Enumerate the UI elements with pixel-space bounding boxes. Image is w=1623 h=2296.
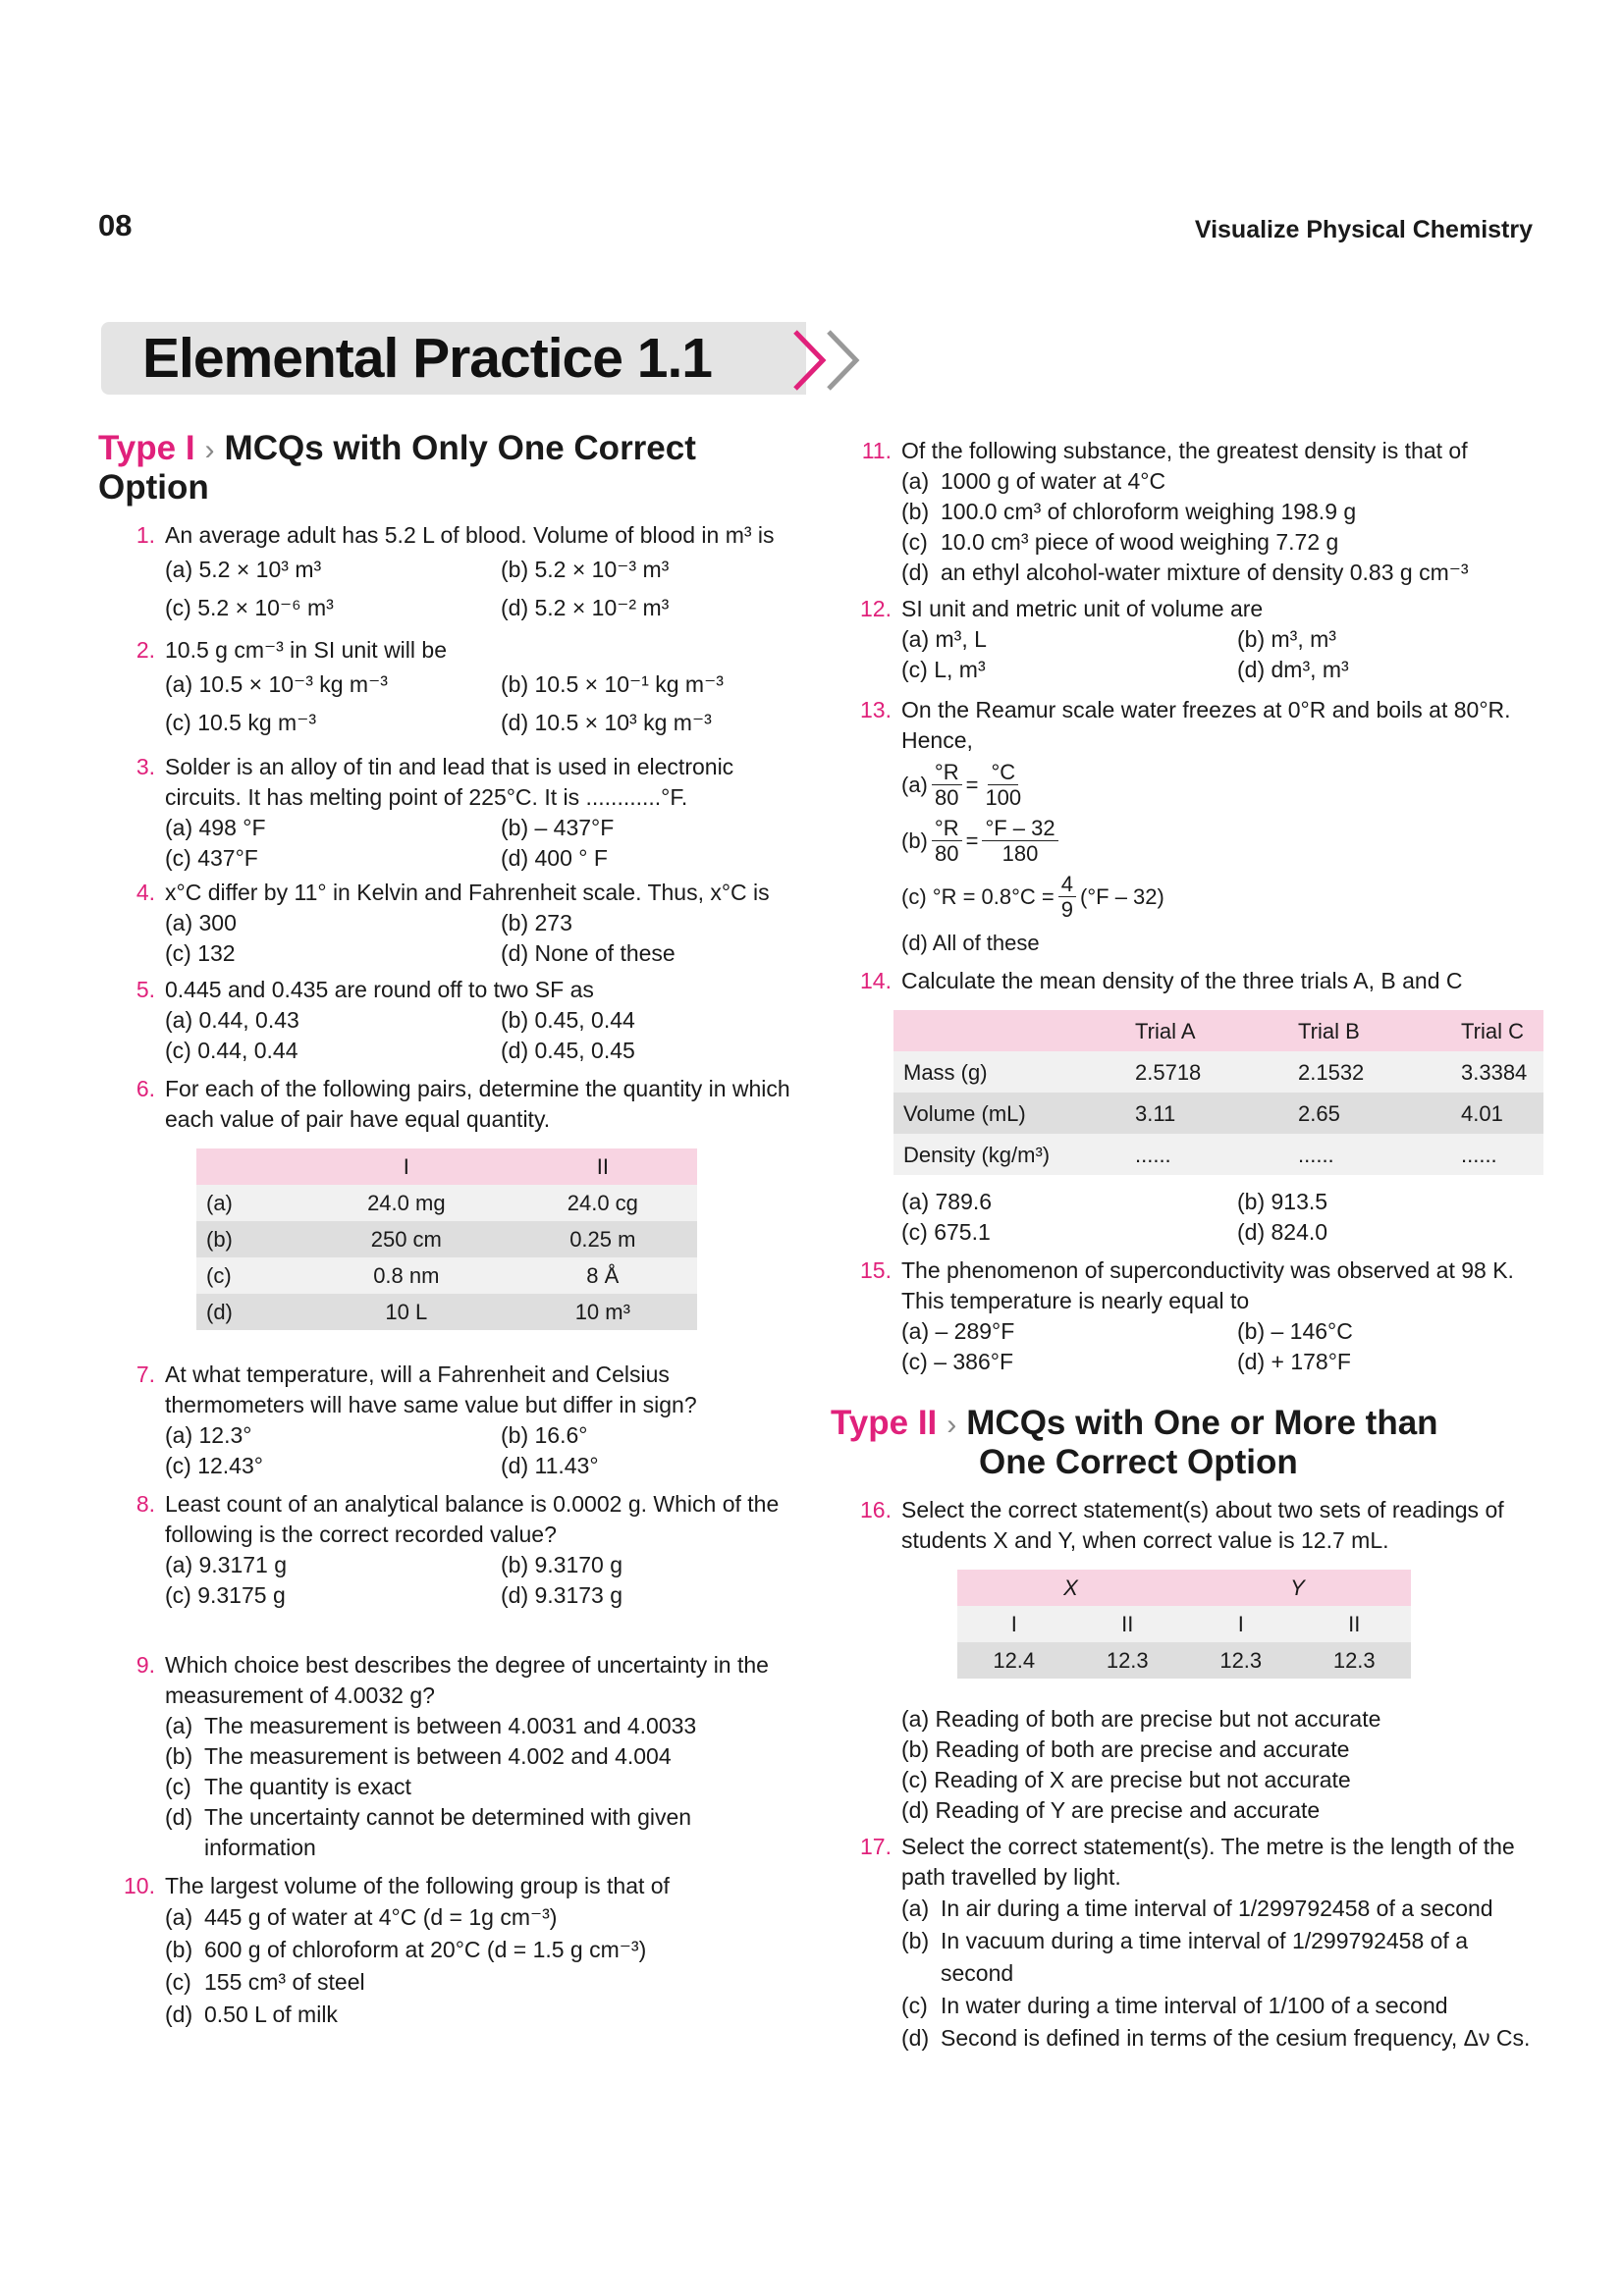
right-column [831,436,1542,2055]
option-label: (d) [165,1804,193,1830]
option-d [901,558,1542,588]
option-text: (°F – 32) [1080,884,1164,909]
table-row [893,1093,1543,1134]
option-text: The measurement is between 4.0031 and 4.0033 [204,1713,697,1738]
table-cell: I [957,1606,1071,1642]
question-number: 9. [135,1652,155,1678]
question-number: 14. [860,968,892,993]
question-text: For each of the following pairs, determine the quantity in which each value of pair have equal quantity. [165,1076,790,1132]
fraction [932,760,962,810]
denominator: 180 [1001,841,1039,866]
option-d [165,1999,805,2031]
option-a: (a) 5.2 × 10³ m³ [165,557,322,582]
question-text: Which choice best describes the degree of uncertainty in the measurement of 4.0032 g? [165,1652,769,1708]
question-14 [835,966,1542,1248]
option-b: (b) – 146°C [1237,1318,1353,1344]
option-b [901,497,1542,527]
table-cell: 2.5718 [1125,1051,1288,1093]
table-cell: (c) [196,1257,304,1294]
table-cell: 2.1532 [1288,1051,1451,1093]
table-cell: 10 L [304,1294,509,1330]
denominator: 80 [934,785,959,810]
question-text: At what temperature, will a Fahrenheit and Celsius thermometers will have same value but differ in sign? [165,1362,697,1417]
table-header: X [957,1570,1184,1606]
option-b: (b) 273 [501,910,572,935]
option-b: (b) 16.6° [501,1422,588,1448]
table-row [957,1570,1411,1606]
question-text: The phenomenon of superconductivity was observed at 98 K. This temperature is nearly equal to [901,1257,1514,1313]
question-text: Least count of an analytical balance is 0.0002 g. Which of the following is the correct recorded value? [165,1491,780,1547]
option-d: (d) 824.0 [1237,1219,1328,1245]
table-cell: 24.0 cg [509,1185,697,1221]
option-c [901,1990,1542,2022]
table-cell: ...... [1125,1134,1288,1175]
question-number: 8. [135,1491,155,1517]
numerator: °C [988,760,1018,785]
question-2 [98,635,805,742]
table-header [196,1148,304,1185]
option-d [165,1802,805,1863]
option-text: In vacuum during a time interval of 1/299792458 of a second [941,1928,1469,1986]
table-row [196,1294,697,1330]
option-text: 100.0 cm³ of chloroform weighing 198.9 g [941,499,1357,524]
numerator: °F – 32 [982,816,1057,841]
option-text: Second is defined in terms of the cesium frequency, Δν Cs. [941,2025,1531,2051]
table-header: Y [1184,1570,1411,1606]
question-number: 6. [135,1076,155,1101]
question-text: x°C differ by 11° in Kelvin and Fahrenheit scale. Thus, x°C is [165,880,770,905]
option-d: (d) 5.2 × 10⁻² m³ [501,595,670,620]
table-header: Trial C [1451,1010,1543,1051]
option-label: (d) [901,560,930,585]
option-a: (a) Reading of both are precise but not accurate [901,1706,1381,1732]
option-text: an ethyl alcohol-water mixture of density 0.83 g cm⁻³ [941,560,1469,585]
question-text: The largest volume of the following group is that of [165,1873,670,1898]
option-a: (a) 10.5 × 10⁻³ kg m⁻³ [165,671,388,697]
option-c: (c) 12.43° [165,1453,263,1478]
option-d: (d) All of these [901,931,1040,955]
table-cell: ...... [1288,1134,1451,1175]
option-a [901,1893,1542,1925]
table-cell: (d) [196,1294,304,1330]
option-b: (b) 5.2 × 10⁻³ m³ [501,557,670,582]
table-cell: 8 Å [509,1257,697,1294]
option-label: (b) [901,828,928,853]
question-number: 1. [135,522,155,548]
question-3 [98,752,805,874]
question-text: SI unit and metric unit of volume are [901,596,1264,621]
table-cell: 0.25 m [509,1221,697,1257]
double-chevron-icon [785,324,874,397]
question-text: Of the following substance, the greatest density is that of [901,438,1468,463]
option-a [165,1711,805,1741]
option-text: In air during a time interval of 1/299792458 of a second [941,1896,1493,1921]
option-c: (c) 10.5 kg m⁻³ [165,710,317,735]
option-text: In water during a time interval of 1/100 of a second [941,1993,1448,2018]
table-cell: 12.3 [1071,1642,1185,1679]
table-cell: 12.4 [957,1642,1071,1679]
question-text: 0.445 and 0.435 are round off to two SF as [165,977,594,1002]
table-cell: 0.8 nm [304,1257,509,1294]
option-b: (b) m³, m³ [1237,626,1336,652]
question-text: Calculate the mean density of the three trials A, B and C [901,968,1463,993]
option-b: (b) $\frac{^\circ R}{80}$ = $\frac{^\circ F - 32}{180}$ [901,816,1542,866]
option-c: (c) – 386°F [901,1349,1014,1374]
table-cell: 3.3384 [1451,1051,1543,1093]
option-c [165,1772,805,1802]
option-label: (b) [901,499,930,524]
table-cell: ...... [1451,1134,1543,1175]
option-a: (a) 0.44, 0.43 [165,1007,299,1033]
option-label: (b) [165,1743,193,1769]
question-10 [98,1871,805,2031]
question-text: On the Reamur scale water freezes at 0°R and boils at 80°R. Hence, [901,697,1511,753]
option-label: (a) [901,1896,930,1921]
table-cell: (b) [196,1221,304,1257]
table-cell: 12.3 [1184,1642,1298,1679]
table-cell: 3.11 [1125,1093,1288,1134]
question-1 [98,520,805,627]
option-d: (d) Reading of Y are precise and accurate [901,1797,1321,1823]
table-header: II [509,1148,697,1185]
option-b: (b) 9.3170 g [501,1552,623,1577]
question-number: 2. [135,637,155,663]
chevron-right-icon: › [204,434,215,466]
option-c: (c) L, m³ [901,657,986,682]
question-number: 5. [135,977,155,1002]
table-row [196,1185,697,1221]
question-number: 12. [860,596,892,621]
question-number: 15. [860,1257,892,1283]
q6-table [196,1148,697,1330]
type1-title: MCQs with Only One Correct Option [98,429,696,507]
question-number: 3. [135,754,155,779]
question-text: Select the correct statement(s) about two sets of readings of students X and Y, when correct value is 12.7 mL. [901,1497,1504,1553]
question-number: 11. [861,438,892,463]
type2-title: MCQs with One or More than [966,1404,1438,1442]
q14-table [893,1010,1543,1175]
fraction [932,816,962,866]
option-text: 600 g of chloroform at 20°C (d = 1.5 g cm⁻³) [204,1937,647,1962]
type2-heading [831,1405,1542,1481]
option-b: (b) 10.5 × 10⁻¹ kg m⁻³ [501,671,724,697]
option-c: (c) 5.2 × 10⁻⁶ m³ [165,595,334,620]
option-label: (a) [165,1904,193,1930]
table-cell: 24.0 mg [304,1185,509,1221]
table-cell: II [1298,1606,1412,1642]
question-5 [98,975,805,1066]
table-cell: II [1071,1606,1185,1642]
option-label: (d) [901,2025,930,2051]
option-text: 1000 g of water at 4°C [941,468,1166,494]
option-label: (b) [165,1937,193,1962]
option-a: (a) m³, L [901,626,987,652]
option-label: (c) °R = 0.8°C = [901,884,1055,909]
option-c [901,527,1542,558]
table-row [957,1642,1411,1679]
question-number: 10. [124,1873,155,1898]
left-column [98,430,805,2031]
option-label: (c) [901,1993,928,2018]
option-d: (d) dm³, m³ [1237,657,1349,682]
option-text: The measurement is between 4.002 and 4.004 [204,1743,672,1769]
option-b [165,1741,805,1772]
option-a [165,1901,805,1934]
question-7 [98,1360,805,1481]
table-row [893,1051,1543,1093]
option-d: (d) 0.45, 0.45 [501,1038,635,1063]
option-label: (d) [165,2002,193,2027]
table-cell: 250 cm [304,1221,509,1257]
fraction [982,816,1057,866]
table-cell: (a) [196,1185,304,1221]
option-d: (d) 400 ° F [501,845,608,871]
table-cell: I [1184,1606,1298,1642]
question-12 [835,594,1542,685]
section-title: Elemental Practice 1.1 [142,327,713,390]
table-header [893,1010,1125,1051]
question-15 [835,1255,1542,1377]
option-b: (b) – 437°F [501,815,615,840]
option-label: (c) [165,1774,191,1799]
fraction [982,760,1024,810]
option-c [901,872,1542,922]
question-4 [98,878,805,969]
option-text: 155 cm³ of steel [204,1969,365,1995]
option-label: (b) [901,1928,930,1953]
option-d: (d) None of these [501,940,676,966]
page-number: 08 [98,208,133,242]
numerator: °R [932,816,962,841]
option-c: (c) 0.44, 0.44 [165,1038,298,1063]
question-number: 7. [135,1362,155,1387]
book-title: Visualize Physical Chemistry [1194,216,1533,243]
question-9 [98,1650,805,1863]
denominator: 9 [1060,897,1074,922]
type1-label: Type I [98,429,195,467]
fraction [1058,872,1076,922]
numerator: °R [932,760,962,785]
table-cell: Volume (mL) [893,1093,1125,1134]
option-text: 445 g of water at 4°C (d = 1g cm⁻³) [204,1904,558,1930]
option-text: 0.50 L of milk [204,2002,338,2027]
option-d: (d) + 178°F [1237,1349,1351,1374]
type2-label: Type II [831,1404,938,1442]
denominator: 100 [985,785,1022,810]
question-8 [98,1489,805,1611]
question-number: 13. [860,697,892,722]
option-b: (b) 0.45, 0.44 [501,1007,635,1033]
option-a [901,466,1542,497]
question-6 [98,1074,805,1330]
option-d: (d) 10.5 × 10³ kg m⁻³ [501,710,712,735]
option-a: (a) 789.6 [901,1189,993,1214]
option-a: (a) $\frac{^\circ R}{80}$ = $\frac{^\circ C}{100}$ [901,760,1542,810]
question-text: 10.5 g cm⁻³ in SI unit will be [165,637,447,663]
option-label: (a) [165,1713,193,1738]
table-header: I [304,1148,509,1185]
question-text: An average adult has 5.2 L of blood. Volume of blood in m³ is [165,522,775,548]
option-d [901,2022,1542,2055]
denominator: 80 [934,841,959,866]
option-d: (d) 9.3173 g [501,1582,623,1608]
question-number: 4. [135,880,155,905]
option-c: (c) 132 [165,940,236,966]
question-11 [835,436,1542,588]
option-c: (c) 437°F [165,845,258,871]
option-text: The uncertainty cannot be determined with given information [204,1804,692,1860]
option-b: (b) 913.5 [1237,1189,1328,1214]
table-header: Trial A [1125,1010,1288,1051]
numerator: 4 [1058,872,1076,897]
option-a: (a) 9.3171 g [165,1552,288,1577]
option-b [165,1934,805,1966]
table-cell: Density (kg/m³) [893,1134,1125,1175]
option-a: (a) – 289°F [901,1318,1015,1344]
option-c: (c) Reading of X are precise but not accurate [901,1767,1351,1792]
option-a: (a) 300 [165,910,237,935]
option-text: The quantity is exact [204,1774,411,1799]
table-cell: 2.65 [1288,1093,1451,1134]
table-row [957,1606,1411,1642]
table-cell: 10 m³ [509,1294,697,1330]
option-b: (b) Reading of both are precise and accurate [901,1736,1350,1762]
chevron-right-icon: › [947,1409,957,1441]
option-text: 10.0 cm³ piece of wood weighing 7.72 g [941,529,1339,555]
option-a: (a) 12.3° [165,1422,252,1448]
type1-heading [98,430,805,507]
table-header: Trial B [1288,1010,1451,1051]
option-c: (c) 9.3175 g [165,1582,286,1608]
table-cell: 4.01 [1451,1093,1543,1134]
table-row [893,1134,1543,1175]
question-17 [835,1832,1542,2055]
question-16 [835,1495,1542,1826]
option-label: (c) [165,1969,191,1995]
q16-table [957,1570,1411,1679]
option-label: (a) [901,773,928,797]
table-row [196,1221,697,1257]
option-d: (d) 11.43° [501,1453,599,1478]
table-cell: Mass (g) [893,1051,1125,1093]
type2-title-line2: One Correct Option [979,1443,1298,1481]
option-label: (c) [901,529,928,555]
question-text: Select the correct statement(s). The metre is the length of the path travelled by light. [901,1834,1515,1890]
question-text: Solder is an alloy of tin and lead that is used in electronic circuits. It has melting point of 225°C. It is ............°F. [165,754,734,810]
option-label: (a) [901,468,930,494]
question-13 [835,695,1542,958]
table-cell: 12.3 [1298,1642,1412,1679]
question-number: 17. [860,1834,892,1859]
table-row [196,1257,697,1294]
option-c: (c) 675.1 [901,1219,991,1245]
question-number: 16. [860,1497,892,1522]
option-a: (a) 498 °F [165,815,266,840]
option-c [165,1966,805,1999]
option-b [901,1925,1542,1990]
